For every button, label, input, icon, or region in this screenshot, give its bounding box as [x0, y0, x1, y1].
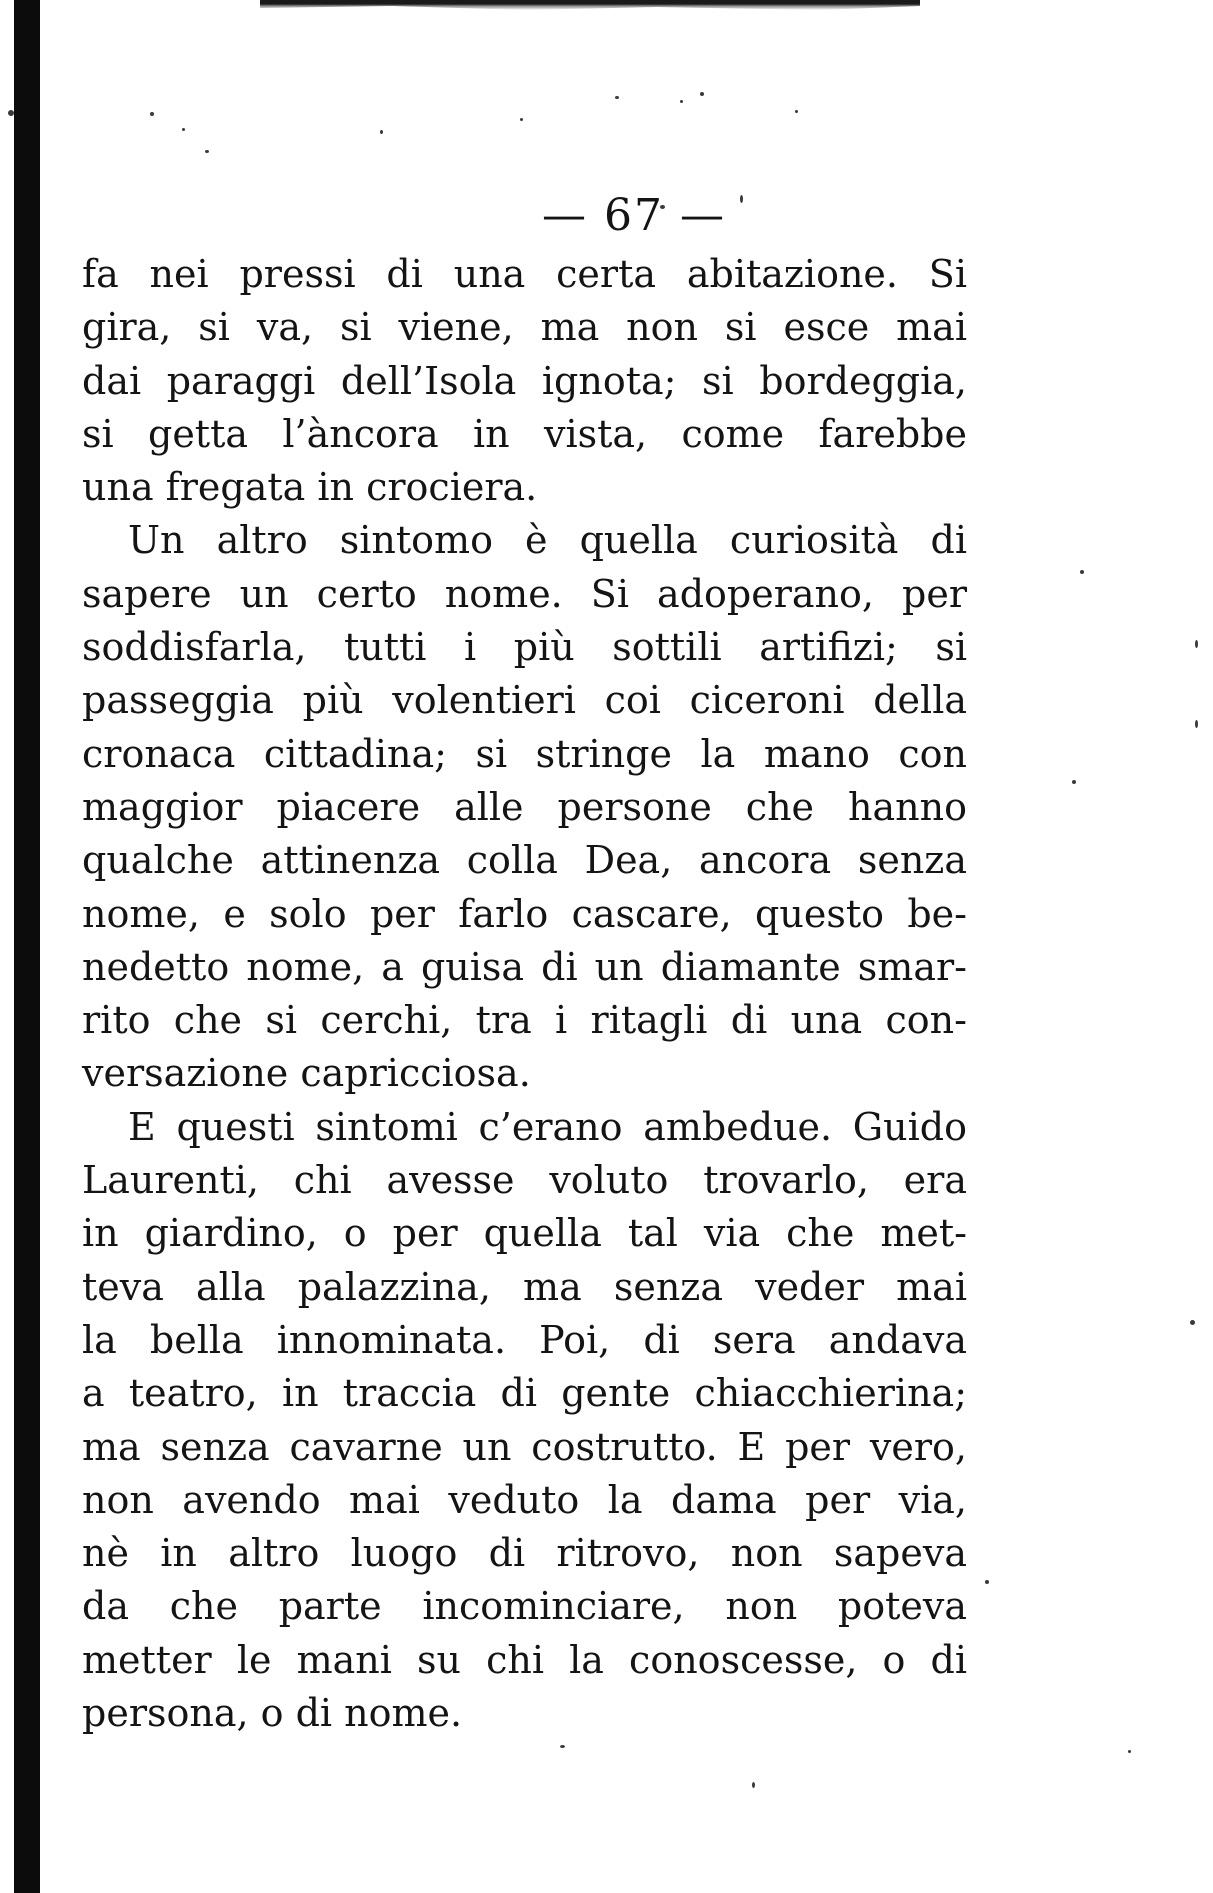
text-line: da che parte incominciare, non poteva: [82, 1584, 967, 1629]
scan-speck: [680, 100, 683, 103]
body-text: [82, 248, 967, 1740]
scan-speck: [1080, 570, 1084, 574]
text-line: si getta l’àncora in vista, come farebbe: [82, 411, 967, 456]
text-line: passeggia più volentieri coi ciceroni della: [82, 678, 967, 723]
text-line: persona, o di nome.: [82, 1691, 463, 1736]
text-line: nè in altro luogo di ritrovo, non sapeva: [82, 1531, 967, 1576]
text-line: a teatro, in traccia di gente chiacchierina;: [82, 1371, 967, 1416]
page-number: — 67 —: [542, 190, 726, 241]
text-line: sapere un certo nome. Si adoperano, per: [82, 571, 967, 616]
text-line: non avendo mai veduto la dama per via,: [82, 1477, 967, 1522]
text-line: dai paraggi dell’Isola ignota; si bordeggia,: [82, 358, 967, 403]
text-line: maggior piacere alle persone che hanno: [82, 784, 967, 829]
text-line: la bella innominata. Poi, di sera andava: [82, 1317, 967, 1362]
text-line: ma senza cavarne un costrutto. E per vero,: [82, 1424, 967, 1469]
torn-top-edge: [260, 0, 920, 10]
scan-speck: [700, 92, 704, 96]
scan-speck: [150, 112, 154, 116]
text-line: Laurenti, chi avesse voluto trovarlo, era: [82, 1158, 967, 1203]
scan-speck: [1128, 1750, 1131, 1753]
scan-speck: [520, 118, 523, 121]
scan-speck: [1072, 780, 1076, 784]
scan-speck: [1190, 1320, 1195, 1325]
paragraph-3: [82, 1101, 967, 1741]
scan-speck: [1195, 640, 1198, 648]
text-line: nedetto nome, a guisa di un diamante smar-: [82, 944, 967, 989]
text-line: qualche attinenza colla Dea, ancora senza: [82, 838, 967, 883]
text-line: gira, si va, si viene, ma non si esce mai: [82, 305, 967, 350]
text-line: fa nei pressi di una certa abitazione. Si: [82, 252, 967, 296]
scan-speck: [615, 96, 619, 99]
scan-speck: [380, 130, 383, 134]
text-line: metter le mani su chi la conoscesse, o di: [82, 1637, 967, 1682]
text-line: cronaca cittadina; si stringe la mano con: [82, 731, 967, 776]
text-line: nome, e solo per farlo cascare, questo be-: [82, 891, 967, 936]
binding-edge: [14, 0, 40, 1893]
scan-speck: [795, 110, 798, 113]
scan-speck: [205, 150, 209, 153]
text-line: E questi sintomi c’erano ambedue. Guido: [128, 1104, 967, 1149]
text-line: Un altro sintomo è quella curiosità di: [128, 518, 967, 563]
scan-speck: [8, 110, 14, 116]
text-line: versazione capricciosa.: [82, 1051, 531, 1096]
scan-speck: [1195, 720, 1198, 728]
scan-speck: [985, 1580, 989, 1584]
scan-speck: [560, 1745, 565, 1748]
text-line: soddisfarla, tutti i più sottili artifizi; si: [82, 625, 967, 670]
text-line: rito che si cerchi, tra i ritagli di una con-: [82, 998, 967, 1043]
scan-speck: [182, 128, 185, 131]
text-line: in giardino, o per quella tal via che met-: [82, 1211, 967, 1256]
paragraph-2: [82, 514, 967, 1100]
text-line: teva alla palazzina, ma senza veder mai: [82, 1264, 967, 1309]
paragraph-1: [82, 248, 967, 514]
scan-speck: [752, 1782, 755, 1788]
text-line: una fregata in crociera.: [82, 465, 538, 510]
